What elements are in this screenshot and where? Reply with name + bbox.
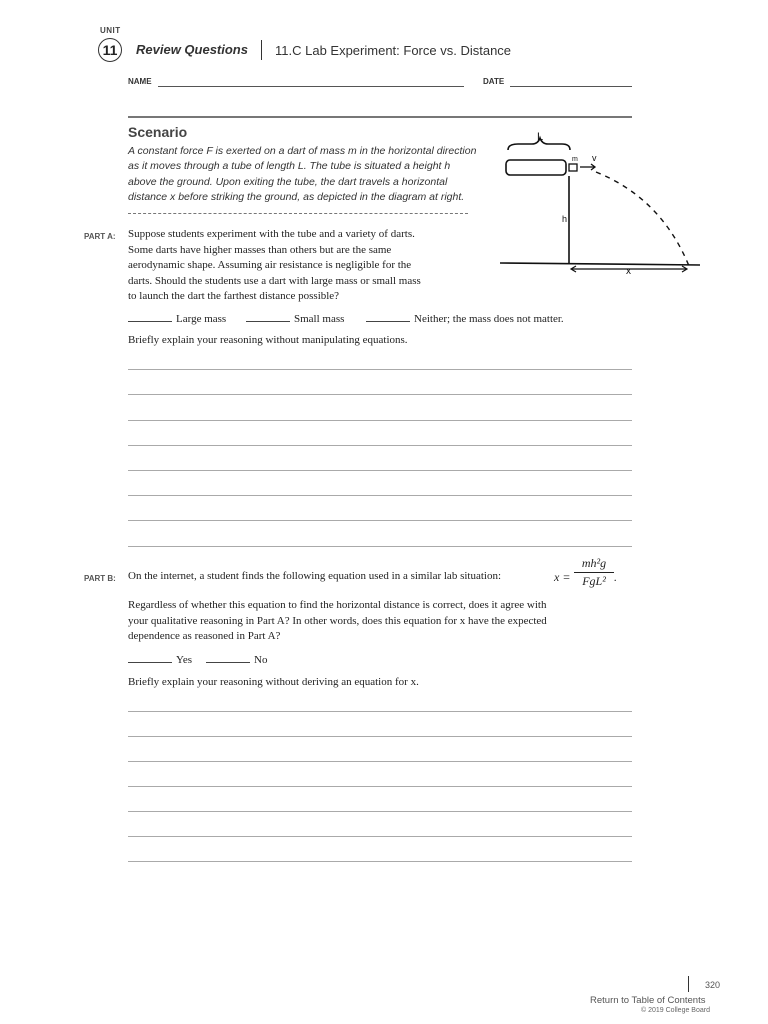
scenario-divider [128, 213, 468, 214]
topic-title: 11.C Lab Experiment: Force vs. Distance [275, 43, 512, 58]
equation-fraction [574, 556, 614, 589]
answer-line[interactable] [128, 445, 632, 446]
review-title: Review Questions [136, 42, 248, 57]
name-field[interactable] [158, 86, 464, 87]
part-a-prompt: Briefly explain your reasoning without manipulating equations. [128, 334, 408, 346]
trajectory [596, 172, 689, 266]
part-b-question [128, 598, 632, 645]
equation-lhs: x = [554, 570, 571, 584]
scenario-text [128, 144, 488, 205]
answer-line[interactable] [128, 394, 632, 395]
answer-line[interactable] [128, 811, 632, 812]
copyright: © 2019 College Board [641, 1007, 710, 1014]
answer-line[interactable] [128, 420, 632, 421]
choice-no[interactable]: No [206, 652, 267, 666]
part-a-line: Some darts have higher masses than others but are the same [128, 243, 392, 256]
answer-line[interactable] [128, 786, 632, 787]
date-label: DATE [483, 77, 505, 86]
section-divider [128, 116, 632, 118]
answer-line[interactable] [128, 861, 632, 862]
answer-line[interactable] [128, 836, 632, 837]
choice-neither[interactable]: Neither; the mass does not matter. [366, 311, 564, 325]
height-label: h [562, 214, 568, 224]
footer-divider [688, 976, 689, 992]
scenario-line: as it moves through a tube of length L. The tube is situated a height h [128, 160, 451, 173]
part-b-intro: On the internet, a student finds the following equation used in a similar lab situation: [128, 570, 502, 582]
scenario-line: distance x before striking the ground, as depicted in the diagram at right. [128, 190, 465, 203]
part-b-line: Regardless of whether this equation to find the horizontal distance is correct, does it agree with [128, 599, 547, 611]
part-a-line: to launch the dart the farthest distance possible? [128, 290, 340, 303]
equation-denominator: FgL² [582, 574, 606, 588]
answer-blank[interactable] [206, 652, 250, 663]
mass-label: m [572, 156, 578, 163]
velocity-label: v [592, 153, 597, 163]
answer-line[interactable] [128, 495, 632, 496]
choice-small-mass[interactable]: Small mass [246, 311, 344, 325]
part-b-line: dependence as reasoned in Part A? [128, 630, 281, 643]
equation-period: . [614, 570, 617, 584]
part-a-line: Suppose students experiment with the tube and a variety of darts. [128, 228, 415, 240]
answer-line[interactable] [128, 369, 632, 370]
page-number: 320 [705, 980, 721, 990]
distance-label: x [626, 266, 631, 277]
part-b-prompt: Briefly explain your reasoning without deriving an equation for x. [128, 676, 419, 688]
answer-line[interactable] [128, 736, 632, 737]
header-divider [261, 40, 262, 60]
choice-large-mass[interactable]: Large mass [128, 311, 226, 325]
part-a-line: aerodynamic shape. Assuming air resistance is negligible for the [128, 259, 412, 272]
dart [569, 164, 577, 171]
part-b-label: PART B: [84, 574, 116, 583]
part-b-line: your qualitative reasoning in Part A? In other words, does this equation for x have the expected [128, 614, 547, 627]
name-label: NAME [128, 77, 152, 86]
tube [506, 160, 566, 175]
answer-blank[interactable] [128, 652, 172, 663]
part-a-question [128, 227, 488, 305]
unit-number-badge: 11 [98, 38, 122, 62]
return-to-toc-link[interactable]: Return to Table of Contents [590, 995, 706, 1006]
answer-blank[interactable] [246, 311, 290, 322]
length-label: L [537, 131, 544, 143]
part-a-line: darts. Should the students use a dart with large mass or small mass [128, 274, 421, 287]
scenario-line: A constant force F is exerted on a dart of mass m in the horizontal direction [128, 145, 477, 157]
unit-label: UNIT [100, 26, 121, 35]
ground-line [500, 263, 700, 265]
scenario-line: above the ground. Upon exiting the tube, the dart travels a horizontal [128, 175, 448, 188]
answer-line[interactable] [128, 546, 632, 547]
answer-line[interactable] [128, 761, 632, 762]
part-a-label: PART A: [84, 232, 116, 241]
equation-numerator: mh²g [574, 556, 614, 573]
answer-line[interactable] [128, 711, 632, 712]
answer-blank[interactable] [128, 311, 172, 322]
dart-diagram [496, 128, 706, 278]
answer-line[interactable] [128, 470, 632, 471]
answer-blank[interactable] [366, 311, 410, 322]
answer-line[interactable] [128, 520, 632, 521]
choice-yes[interactable]: Yes [128, 652, 192, 666]
date-field[interactable] [510, 86, 632, 87]
scenario-title: Scenario [128, 124, 188, 140]
